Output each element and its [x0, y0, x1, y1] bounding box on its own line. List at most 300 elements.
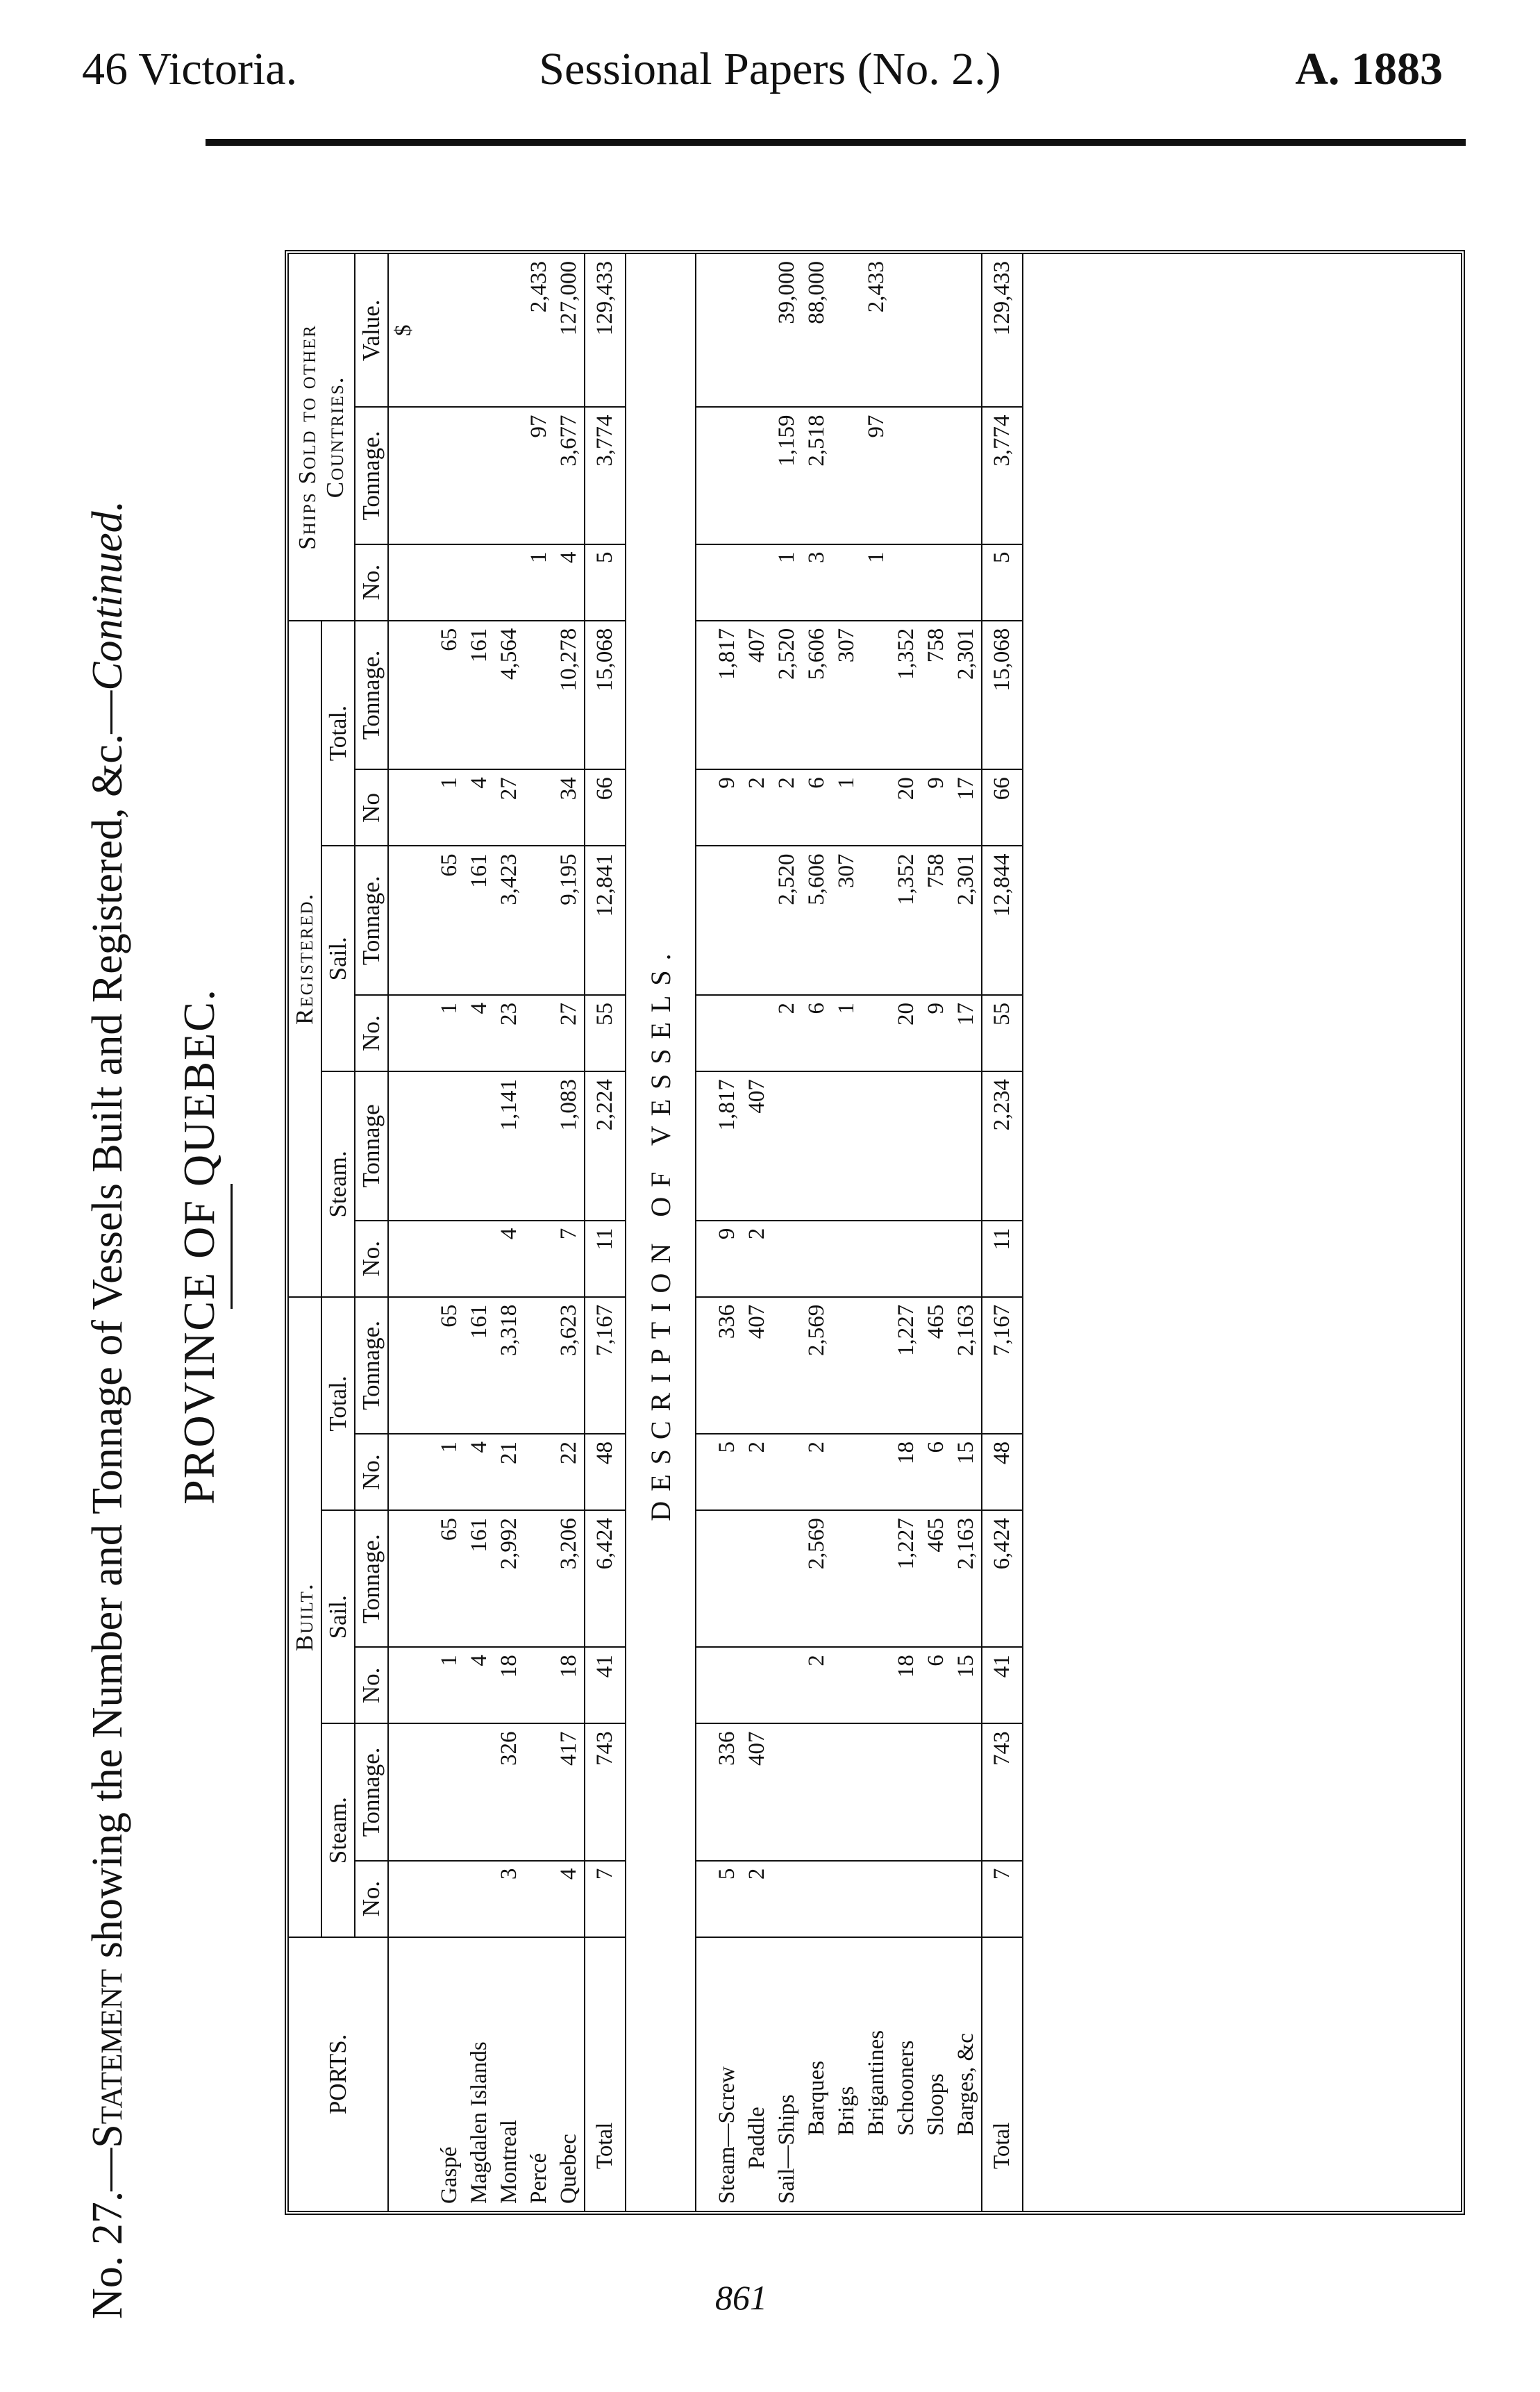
- table-cell: 11: [585, 1221, 626, 1297]
- table-cell: 1: [524, 544, 554, 621]
- col-sold-tonnage: Tonnage.: [355, 407, 388, 544]
- table-cell: 41: [982, 1647, 1023, 1723]
- table-body: [388, 254, 1023, 2211]
- col-built-total-no: No.: [355, 1434, 388, 1510]
- col-built-steam-tonnage: Tonnage.: [355, 1723, 388, 1860]
- table-row: [951, 254, 982, 2211]
- title-continued: Continued.: [84, 500, 131, 691]
- table-cell: [772, 1723, 802, 1860]
- table-cell: 161: [464, 1510, 494, 1647]
- table-cell: 2,569: [802, 1297, 832, 1434]
- row-label-text: Brigs: [834, 2086, 859, 2136]
- row-label-text: Barques: [804, 2060, 829, 2136]
- table-cell: [524, 846, 554, 995]
- row-label-text: Montreal: [496, 2120, 521, 2204]
- row-label-text: Total: [989, 2122, 1014, 2169]
- table-cell: 1,227: [892, 1510, 921, 1647]
- table-cell: 326: [494, 1723, 524, 1860]
- table-cell: [696, 1647, 742, 1723]
- table-cell: [524, 1510, 554, 1647]
- table-cell: [862, 1071, 892, 1221]
- row-label: [419, 1937, 464, 2211]
- title-prefix: No. 27.—: [84, 2148, 131, 2319]
- table-cell: [892, 1221, 921, 1297]
- table-cell: [921, 1861, 951, 1937]
- table-cell: [464, 254, 494, 407]
- table-cell: 743: [982, 1723, 1023, 1860]
- table-cell: 4: [464, 1647, 494, 1723]
- table-cell: [921, 254, 951, 407]
- page-folio: 861: [715, 2278, 767, 2317]
- table-cell: [772, 1221, 802, 1297]
- built-sail-header: Sail.: [321, 1510, 355, 1723]
- row-label: [464, 1937, 494, 2211]
- table-cell: 15,068: [585, 621, 626, 770]
- table-cell: 1,817: [696, 1071, 742, 1221]
- total-row: [585, 254, 626, 2211]
- table-cell: [802, 1221, 832, 1297]
- table-cell: [742, 846, 772, 995]
- table-cell: [419, 1723, 464, 1860]
- table-cell: 2: [742, 1434, 772, 1510]
- table-cell: 65: [419, 1510, 464, 1647]
- table-cell: 2: [772, 769, 802, 846]
- table-cell: [832, 1861, 862, 1937]
- table-cell: [802, 1723, 832, 1860]
- table-cell: 65: [419, 1297, 464, 1434]
- table-cell: [832, 1221, 862, 1297]
- table-cell: [892, 1723, 921, 1860]
- table-cell: [494, 544, 524, 621]
- table-cell: 7: [982, 1861, 1023, 1937]
- table-cell: 465: [921, 1510, 951, 1647]
- table-cell: 4: [464, 995, 494, 1071]
- table-cell: [742, 407, 772, 544]
- table-cell: [772, 1071, 802, 1221]
- table-cell: [921, 407, 951, 544]
- table-cell: [696, 846, 742, 995]
- table-cell: 3: [802, 544, 832, 621]
- row-label-text: Barges, &c: [953, 2033, 978, 2136]
- table-cell: [742, 254, 772, 407]
- table-cell: 161: [464, 621, 494, 770]
- table-cell: [772, 1861, 802, 1937]
- table-cell: 7: [585, 1861, 626, 1937]
- table-cell: [951, 1861, 982, 1937]
- table-cell: [862, 1297, 892, 1434]
- registered-steam-header: Steam.: [321, 1071, 355, 1297]
- table-cell: 23: [494, 995, 524, 1071]
- col-sold-no: No.: [355, 544, 388, 621]
- table-cell: 161: [464, 846, 494, 995]
- header-left: 46 Victoria.: [82, 44, 298, 94]
- row-label: [892, 1937, 921, 2211]
- table-cell: 6,424: [585, 1510, 626, 1647]
- table-cell: [951, 1723, 982, 1860]
- table-cell: 2,433: [862, 254, 892, 407]
- table-cell: 97: [524, 407, 554, 544]
- table-cell: 34: [554, 769, 585, 846]
- built-header: Built.: [289, 1297, 321, 1937]
- table-cell: 129,433: [982, 254, 1023, 407]
- table-cell: 12,841: [585, 846, 626, 995]
- table-cell: 22: [554, 1434, 585, 1510]
- statistics-table-frame: [285, 250, 1465, 2215]
- row-label: [832, 1937, 862, 2211]
- table-cell: 307: [832, 621, 862, 770]
- table-cell: 18: [892, 1434, 921, 1510]
- header-rule: [206, 139, 1466, 146]
- table-cell: [524, 1434, 554, 1510]
- table-cell: 4: [464, 769, 494, 846]
- row-label: [772, 1937, 802, 2211]
- table-cell: 1: [772, 544, 802, 621]
- table-cell: [832, 407, 862, 544]
- table-cell: 15,068: [982, 621, 1023, 770]
- table-cell: [524, 1861, 554, 1937]
- table-cell: [464, 407, 494, 544]
- table-cell: 4: [494, 1221, 524, 1297]
- table-row: [554, 254, 585, 2211]
- table-cell: 7,167: [982, 1297, 1023, 1434]
- table-cell: [524, 995, 554, 1071]
- header-right: A. 1883: [1295, 44, 1443, 94]
- table-cell: [921, 1723, 951, 1860]
- table-cell: [802, 1071, 832, 1221]
- table-cell: 336: [696, 1297, 742, 1434]
- table-cell: 2,163: [951, 1510, 982, 1647]
- row-label-text: Percé: [526, 2152, 551, 2204]
- row-label: [494, 1937, 524, 2211]
- table-cell: [696, 1510, 742, 1647]
- table-cell: 2: [802, 1647, 832, 1723]
- table-cell: [921, 1221, 951, 1297]
- col-reg-steam-tonnage: Tonnage: [355, 1071, 388, 1221]
- table-cell: [742, 544, 772, 621]
- table-cell: 27: [554, 995, 585, 1071]
- statement-title: [83, 174, 139, 2319]
- table-cell: [862, 1510, 892, 1647]
- table-cell: [464, 1861, 494, 1937]
- table-cell: 161: [464, 1297, 494, 1434]
- table-cell: 9: [696, 1221, 742, 1297]
- table-cell: 48: [585, 1434, 626, 1510]
- table-cell: 5: [982, 544, 1023, 621]
- table-cell: 127,000: [554, 254, 585, 407]
- table-cell: 1: [419, 769, 464, 846]
- table-cell: [419, 1071, 464, 1221]
- built-total-header: Total.: [321, 1297, 355, 1510]
- dollar-sign: $: [388, 254, 419, 407]
- table-cell: 3,774: [982, 407, 1023, 544]
- col-built-total-tonnage: Tonnage.: [355, 1297, 388, 1434]
- table-cell: [921, 1071, 951, 1221]
- table-cell: [951, 254, 982, 407]
- table-cell: 758: [921, 846, 951, 995]
- row-label-text: Sloops: [923, 2073, 948, 2136]
- table-cell: 2,301: [951, 621, 982, 770]
- table-cell: [832, 1297, 862, 1434]
- table-cell: 2,569: [802, 1510, 832, 1647]
- table-cell: 65: [419, 621, 464, 770]
- table-cell: 407: [742, 1071, 772, 1221]
- row-label: [524, 1937, 554, 2211]
- table-cell: 2: [772, 995, 802, 1071]
- table-row: [802, 254, 832, 2211]
- table-cell: [696, 407, 742, 544]
- col-reg-sail-no: No.: [355, 995, 388, 1071]
- table-cell: 11: [982, 1221, 1023, 1297]
- table-cell: [862, 621, 892, 770]
- table-cell: 407: [742, 1723, 772, 1860]
- table-cell: [921, 544, 951, 621]
- table-cell: 1,141: [494, 1071, 524, 1221]
- row-label: [696, 1937, 742, 2211]
- table-cell: 2: [742, 769, 772, 846]
- table-cell: [862, 1647, 892, 1723]
- col-built-steam-no: No.: [355, 1861, 388, 1937]
- table-cell: 6: [921, 1647, 951, 1723]
- table-row: [524, 254, 554, 2211]
- table-cell: [832, 544, 862, 621]
- table-cell: 48: [982, 1434, 1023, 1510]
- table-cell: [464, 1221, 494, 1297]
- table-cell: [772, 1434, 802, 1510]
- title-text: showing the Number and Tonnage of Vessels Built and Registered, &c.—: [84, 690, 131, 1969]
- table-cell: 2,163: [951, 1297, 982, 1434]
- registered-total-header: Total.: [321, 621, 355, 846]
- row-label-text: Quebec: [556, 2134, 581, 2204]
- row-label: [554, 1937, 585, 2211]
- section-header-row: [626, 254, 696, 2211]
- rotated-page: [83, 174, 1465, 2319]
- table-cell: 1,159: [772, 407, 802, 544]
- table-cell: [494, 407, 524, 544]
- row-label-text: Sail—Ships: [774, 2094, 799, 2204]
- table-row: [494, 254, 524, 2211]
- table-cell: 1: [832, 995, 862, 1071]
- table-cell: [862, 1434, 892, 1510]
- col-reg-sail-tonnage: Tonnage.: [355, 846, 388, 995]
- table-cell: [892, 407, 921, 544]
- table-cell: [464, 1071, 494, 1221]
- table-cell: 1,227: [892, 1297, 921, 1434]
- table-cell: 1,083: [554, 1071, 585, 1221]
- table-cell: [892, 1861, 921, 1937]
- table-cell: [772, 1647, 802, 1723]
- col-reg-total-tonnage: Tonnage.: [355, 621, 388, 770]
- table-cell: 307: [832, 846, 862, 995]
- table-cell: 20: [892, 995, 921, 1071]
- row-label: [742, 1937, 772, 2211]
- registered-sail-header: Sail.: [321, 846, 355, 1071]
- row-label-text: Steam—Screw: [714, 2066, 739, 2204]
- col-reg-total-no: No: [355, 769, 388, 846]
- table-row: [419, 254, 464, 2211]
- table-cell: 2: [742, 1861, 772, 1937]
- table-cell: [802, 1861, 832, 1937]
- table-cell: 6,424: [982, 1510, 1023, 1647]
- sold-header: Ships Sold to other Countries.: [289, 254, 355, 621]
- table-cell: [862, 1861, 892, 1937]
- table-cell: [772, 1510, 802, 1647]
- table-row: [742, 254, 772, 2211]
- table-cell: 3,774: [585, 407, 626, 544]
- table-cell: [494, 254, 524, 407]
- table-cell: 7,167: [585, 1297, 626, 1434]
- table-cell: 417: [554, 1723, 585, 1860]
- table-cell: 407: [742, 1297, 772, 1434]
- table-cell: 5,606: [802, 621, 832, 770]
- row-label: [951, 1937, 982, 2211]
- table-row: [832, 254, 862, 2211]
- table-cell: 17: [951, 769, 982, 846]
- row-label: [862, 1937, 892, 2211]
- table-cell: [862, 1723, 892, 1860]
- table-cell: [742, 1510, 772, 1647]
- row-label: [802, 1937, 832, 2211]
- table-cell: [832, 1723, 862, 1860]
- col-built-sail-no: No.: [355, 1647, 388, 1723]
- table-cell: 39,000: [772, 254, 802, 407]
- table-cell: [892, 1071, 921, 1221]
- table-cell: 6: [921, 1434, 951, 1510]
- built-steam-header: Steam.: [321, 1723, 355, 1937]
- table-cell: 66: [982, 769, 1023, 846]
- table-row: [772, 254, 802, 2211]
- table-cell: 1: [419, 1647, 464, 1723]
- table-cell: 12,844: [982, 846, 1023, 995]
- col-sold-value: Value.: [355, 254, 388, 407]
- table-cell: 743: [585, 1723, 626, 1860]
- dollar-sign-row: [388, 254, 419, 2211]
- col-built-sail-tonnage: Tonnage.: [355, 1510, 388, 1647]
- row-label-text: Brigantines: [864, 2030, 889, 2136]
- table-cell: [742, 995, 772, 1071]
- row-label-text: Total: [592, 2122, 617, 2169]
- table-cell: [832, 1434, 862, 1510]
- table-cell: [832, 1510, 862, 1647]
- row-label: [585, 1937, 626, 2211]
- table-cell: [742, 1647, 772, 1723]
- table-cell: 1: [832, 769, 862, 846]
- table-cell: 3,318: [494, 1297, 524, 1434]
- table-cell: 2,992: [494, 1510, 524, 1647]
- table-cell: 5,606: [802, 846, 832, 995]
- table-cell: [696, 995, 742, 1071]
- table-cell: [832, 254, 862, 407]
- table-row: [921, 254, 951, 2211]
- table-cell: 6: [802, 769, 832, 846]
- table-cell: [892, 544, 921, 621]
- table-cell: 27: [494, 769, 524, 846]
- table-cell: [524, 1723, 554, 1860]
- table-cell: 55: [585, 995, 626, 1071]
- table-cell: [524, 1647, 554, 1723]
- table-cell: 3,623: [554, 1297, 585, 1434]
- table-cell: [524, 769, 554, 846]
- table-cell: 4: [554, 1861, 585, 1937]
- row-label-text: Magdalen Islands: [467, 2041, 492, 2204]
- table-cell: 4,564: [494, 621, 524, 770]
- table-cell: 6: [802, 995, 832, 1071]
- registered-header: Registered.: [289, 621, 321, 1297]
- table-row: [892, 254, 921, 2211]
- table-cell: [524, 1297, 554, 1434]
- table-cell: 15: [951, 1434, 982, 1510]
- table-cell: [862, 769, 892, 846]
- table-cell: 1,817: [696, 621, 742, 770]
- table-cell: [832, 1071, 862, 1221]
- province-heading: PROVINCE OF QUEBEC.: [174, 174, 233, 2319]
- header-center: Sessional Papers (No. 2.): [539, 44, 1001, 94]
- table-cell: 10,278: [554, 621, 585, 770]
- table-cell: 1: [419, 1434, 464, 1510]
- table-cell: 15: [951, 1647, 982, 1723]
- table-cell: 2,301: [951, 846, 982, 995]
- table-cell: [696, 544, 742, 621]
- table-cell: 1,352: [892, 846, 921, 995]
- table-cell: [862, 1221, 892, 1297]
- table-cell: 65: [419, 846, 464, 995]
- table-cell: 17: [951, 995, 982, 1071]
- row-label-text: Paddle: [744, 2107, 769, 2169]
- table-cell: 20: [892, 769, 921, 846]
- table-cell: 2,234: [982, 1071, 1023, 1221]
- ports-header: PORTS.: [289, 1937, 388, 2211]
- table-cell: 2,520: [772, 621, 802, 770]
- table-cell: 3,423: [494, 846, 524, 995]
- table-cell: [772, 1297, 802, 1434]
- table-row: [696, 254, 742, 2211]
- table-cell: 88,000: [802, 254, 832, 407]
- table-cell: 7: [554, 1221, 585, 1297]
- table-cell: 3,677: [554, 407, 585, 544]
- table-cell: 9: [696, 769, 742, 846]
- table-cell: 2: [802, 1434, 832, 1510]
- table-cell: 3: [494, 1861, 524, 1937]
- table-cell: [951, 1071, 982, 1221]
- title-statement: Statement: [84, 1968, 131, 2148]
- table-cell: [892, 254, 921, 407]
- table-cell: 129,433: [585, 254, 626, 407]
- total-row: [982, 254, 1023, 2211]
- table-cell: 2,518: [802, 407, 832, 544]
- table-cell: [696, 254, 742, 407]
- row-label-text: Gaspé: [437, 2146, 462, 2204]
- table-cell: [524, 621, 554, 770]
- table-cell: 66: [585, 769, 626, 846]
- table-cell: 1: [862, 544, 892, 621]
- table-cell: [862, 846, 892, 995]
- table-cell: 5: [585, 544, 626, 621]
- table-cell: [524, 1221, 554, 1297]
- table-cell: 18: [554, 1647, 585, 1723]
- table-cell: 4: [464, 1434, 494, 1510]
- table-cell: 2,520: [772, 846, 802, 995]
- table-cell: 2: [742, 1221, 772, 1297]
- row-label-text: Schooners: [894, 2040, 919, 2136]
- table-cell: [464, 544, 494, 621]
- running-head: [0, 43, 1540, 119]
- table-cell: 9,195: [554, 846, 585, 995]
- table-cell: [862, 995, 892, 1071]
- table-cell: [419, 544, 464, 621]
- table-cell: 407: [742, 621, 772, 770]
- table-cell: 4: [554, 544, 585, 621]
- table-cell: 2,433: [524, 254, 554, 407]
- table-cell: [464, 1723, 494, 1860]
